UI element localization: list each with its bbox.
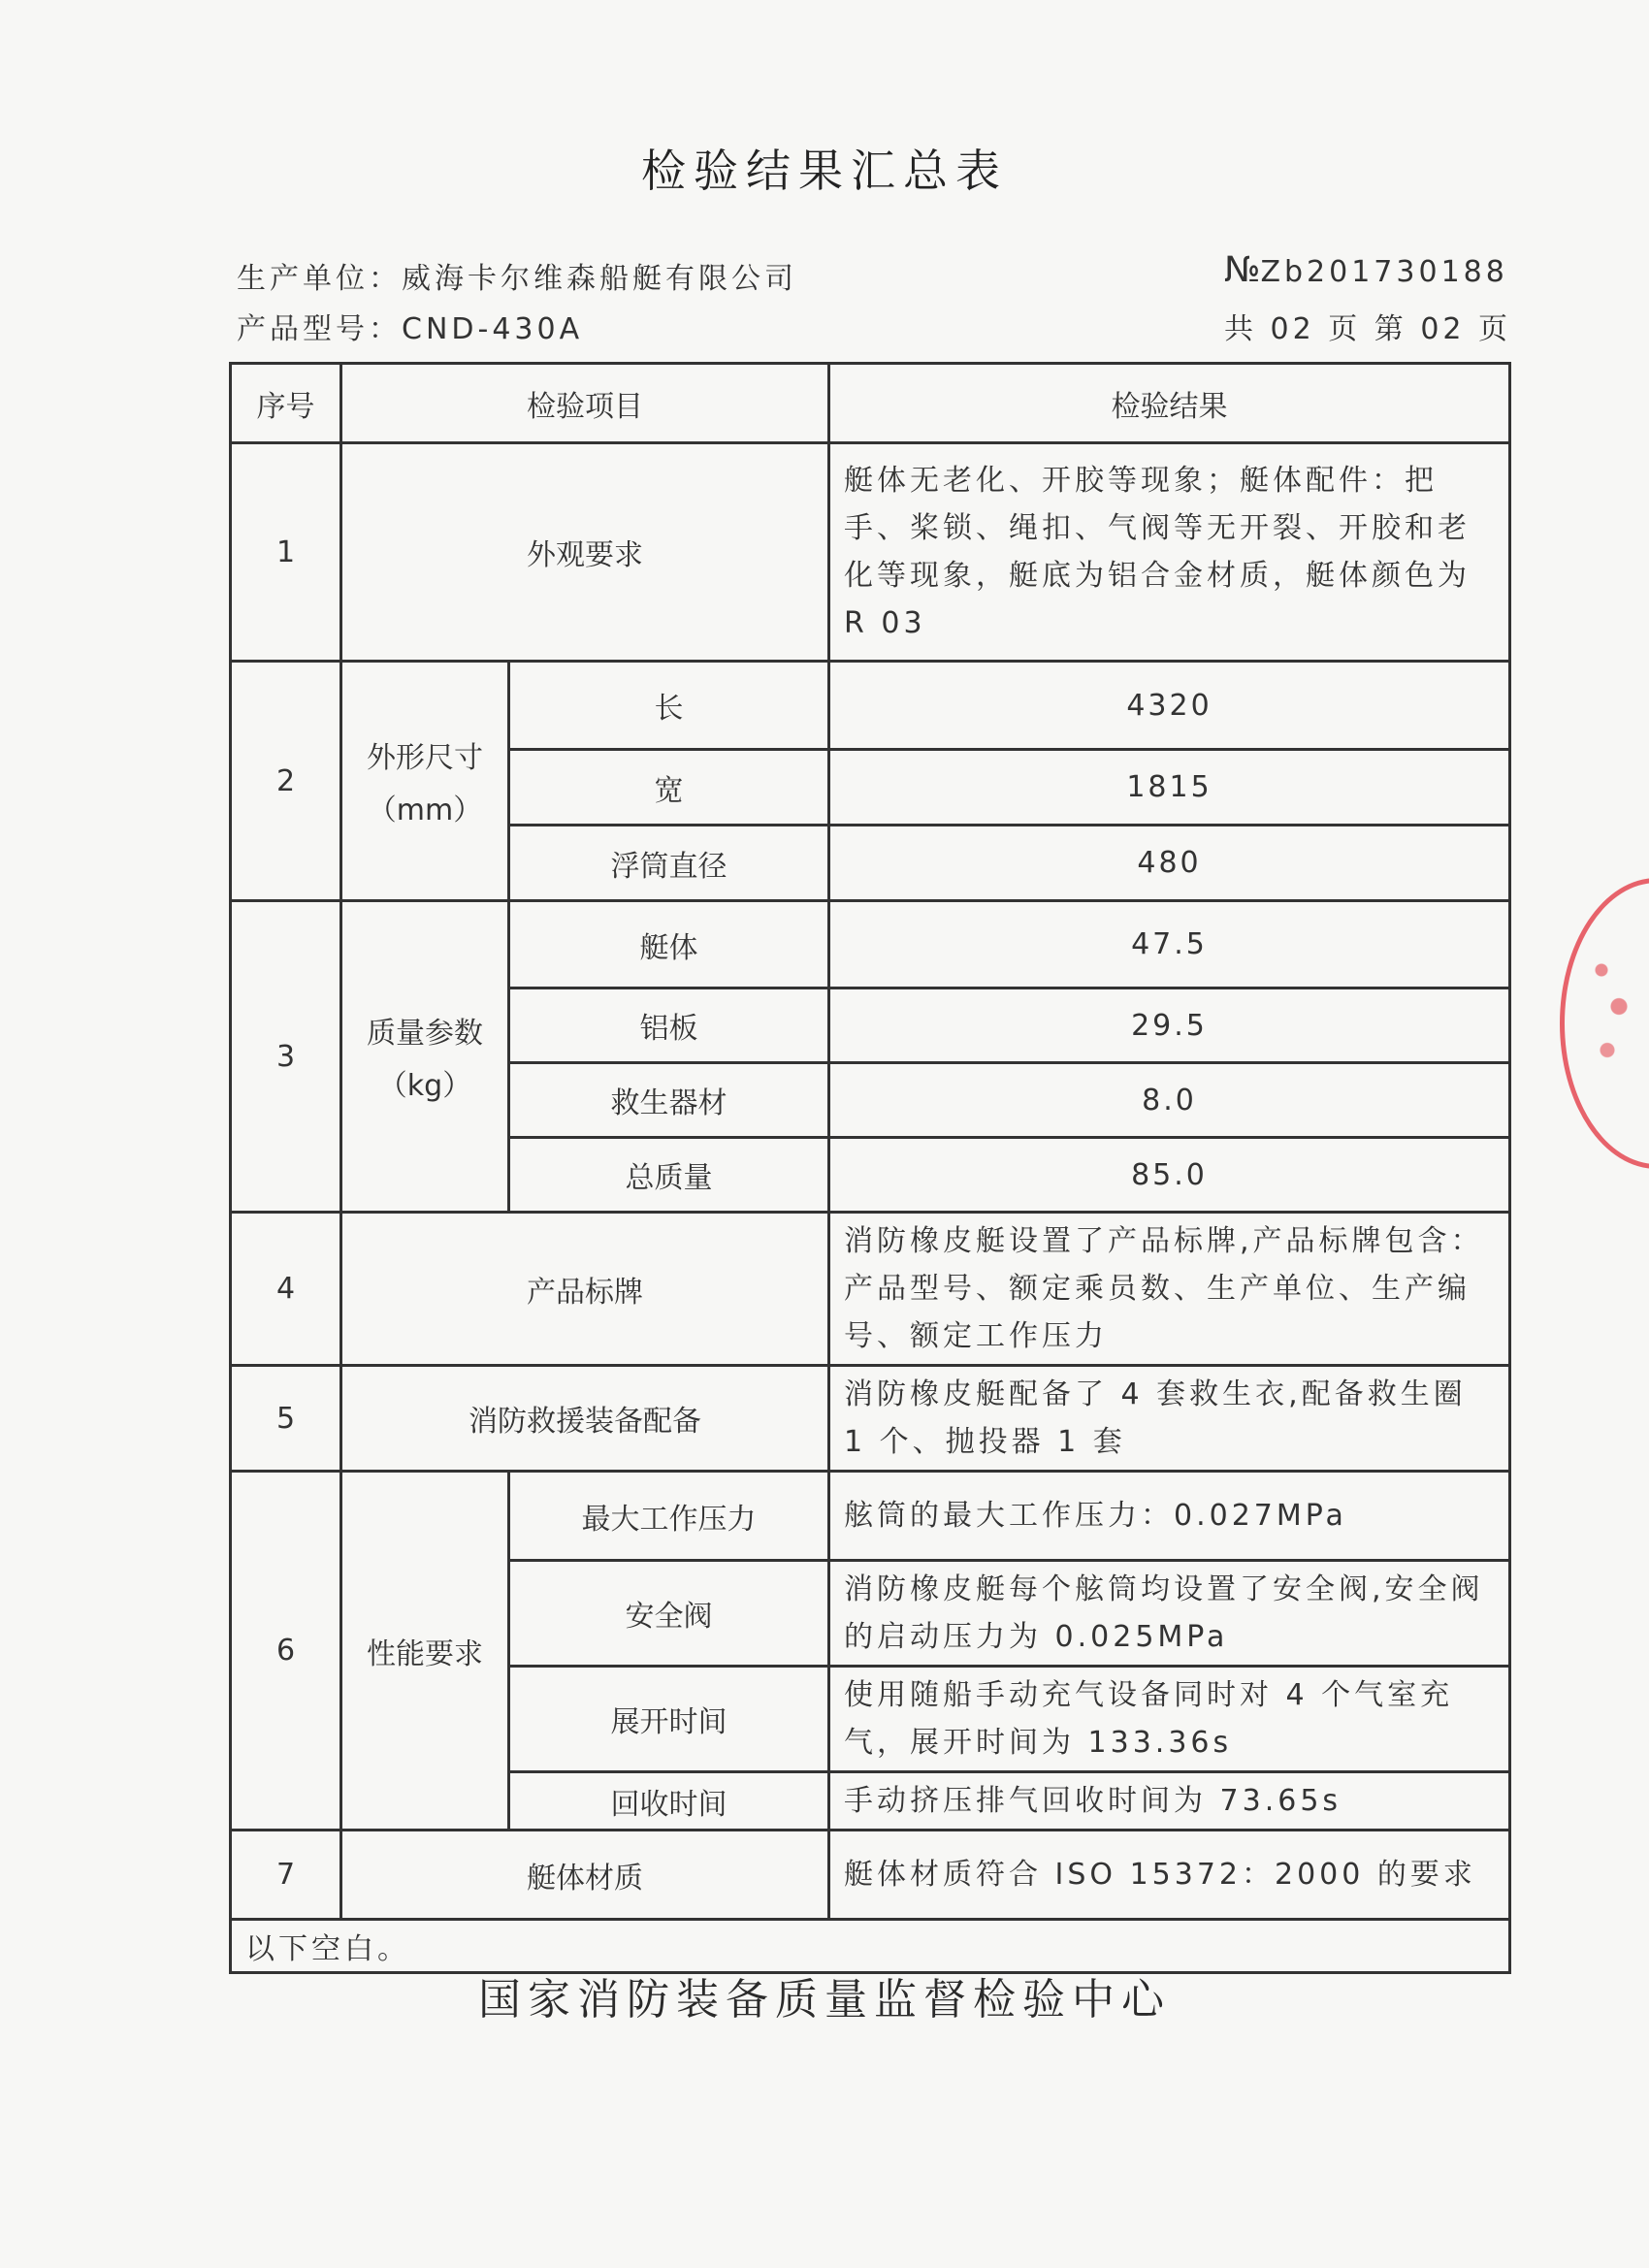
row-no: 1 bbox=[231, 443, 341, 662]
sub-item: 安全阀 bbox=[509, 1561, 829, 1667]
sub-result: 手动挤压排气回收时间为 73.65s bbox=[829, 1772, 1510, 1831]
row-no: 2 bbox=[231, 662, 341, 901]
table-row bbox=[231, 662, 1510, 750]
sub-item: 艇体 bbox=[509, 901, 829, 988]
row-group bbox=[341, 901, 509, 1213]
group-label: 性能要求 bbox=[367, 1636, 483, 1671]
sub-item: 救生器材 bbox=[509, 1063, 829, 1138]
sub-result: 舷筒的最大工作压力：0.027MPa bbox=[829, 1472, 1510, 1561]
sub-item: 最大工作压力 bbox=[509, 1472, 829, 1561]
sub-item: 长 bbox=[509, 662, 829, 750]
product-model: 产品型号：CND-430A bbox=[237, 312, 584, 346]
table-row bbox=[231, 443, 1510, 662]
table-header-row bbox=[231, 364, 1510, 443]
row-item: 消防救援装备配备 bbox=[341, 1366, 829, 1472]
sub-result: 480 bbox=[829, 826, 1510, 901]
group-label: 质量参数 bbox=[367, 1017, 483, 1051]
header-result: 检验结果 bbox=[829, 364, 1510, 443]
group-label: 外形尺寸 bbox=[367, 741, 483, 775]
group-unit: （mm） bbox=[367, 794, 483, 827]
row-item: 艇体材质 bbox=[341, 1831, 829, 1920]
sub-result: 消防橡皮艇每个舷筒均设置了安全阀,安全阀的启动压力为 0.025MPa bbox=[829, 1561, 1510, 1667]
row-no: 6 bbox=[231, 1472, 341, 1831]
table-row bbox=[231, 1472, 1510, 1561]
row-no: 4 bbox=[231, 1213, 341, 1366]
table-row bbox=[231, 1831, 1510, 1920]
sub-item: 总质量 bbox=[509, 1138, 829, 1213]
report-number-value: Zb201730188 bbox=[1260, 255, 1508, 289]
sub-result: 4320 bbox=[829, 662, 1510, 750]
sub-result: 85.0 bbox=[829, 1138, 1510, 1213]
red-seal-stamp bbox=[1560, 878, 1649, 1169]
sub-item: 浮筒直径 bbox=[509, 826, 829, 901]
header-item: 检验项目 bbox=[341, 364, 829, 443]
table-row bbox=[231, 901, 1510, 988]
row-result: 消防橡皮艇设置了产品标牌,产品标牌包含：产品型号、额定乘员数、生产单位、生产编号、额定工作压力 bbox=[829, 1213, 1510, 1366]
row-result: 艇体无老化、开胶等现象；艇体配件：把手、桨锁、绳扣、气阀等无开裂、开胶和老化等现象，艇底为铝合金材质，艇体颜色为 R 03 bbox=[829, 443, 1510, 662]
sub-item: 回收时间 bbox=[509, 1772, 829, 1831]
sub-result: 8.0 bbox=[829, 1063, 1510, 1138]
table-row bbox=[231, 1366, 1510, 1472]
row-group bbox=[341, 662, 509, 901]
row-no: 7 bbox=[231, 1831, 341, 1920]
row-result: 艇体材质符合 ISO 15372：2000 的要求 bbox=[829, 1831, 1510, 1920]
row-item: 外观要求 bbox=[341, 443, 829, 662]
group-unit: （kg） bbox=[377, 1069, 472, 1103]
producer: 生产单位：威海卡尔维森船艇有限公司 bbox=[237, 262, 797, 296]
inspection-table bbox=[229, 362, 1511, 1974]
issuing-organization: 国家消防装备质量监督检验中心 bbox=[478, 1975, 1171, 2025]
page-count: 共 02 页 第 02 页 bbox=[1224, 312, 1512, 346]
row-no: 5 bbox=[231, 1366, 341, 1472]
sub-item: 铝板 bbox=[509, 988, 829, 1063]
sub-result: 47.5 bbox=[829, 901, 1510, 988]
sub-result: 29.5 bbox=[829, 988, 1510, 1063]
number-sign: № bbox=[1224, 250, 1261, 290]
document-title: 检验结果汇总表 bbox=[641, 145, 1008, 197]
row-result: 消防橡皮艇配备了 4 套救生衣,配备救生圈 1 个、抛投器 1 套 bbox=[829, 1366, 1510, 1472]
row-item: 产品标牌 bbox=[341, 1213, 829, 1366]
sub-result: 使用随船手动充气设备同时对 4 个气室充气，展开时间为 133.36s bbox=[829, 1667, 1510, 1772]
header-no: 序号 bbox=[231, 364, 341, 443]
row-no: 3 bbox=[231, 901, 341, 1213]
table-row bbox=[231, 1213, 1510, 1366]
report-number bbox=[1224, 250, 1508, 290]
blank-note: 以下空白。 bbox=[231, 1920, 1510, 1973]
sub-item: 宽 bbox=[509, 750, 829, 826]
sub-item: 展开时间 bbox=[509, 1667, 829, 1772]
row-group bbox=[341, 1472, 509, 1831]
sub-result: 1815 bbox=[829, 750, 1510, 826]
